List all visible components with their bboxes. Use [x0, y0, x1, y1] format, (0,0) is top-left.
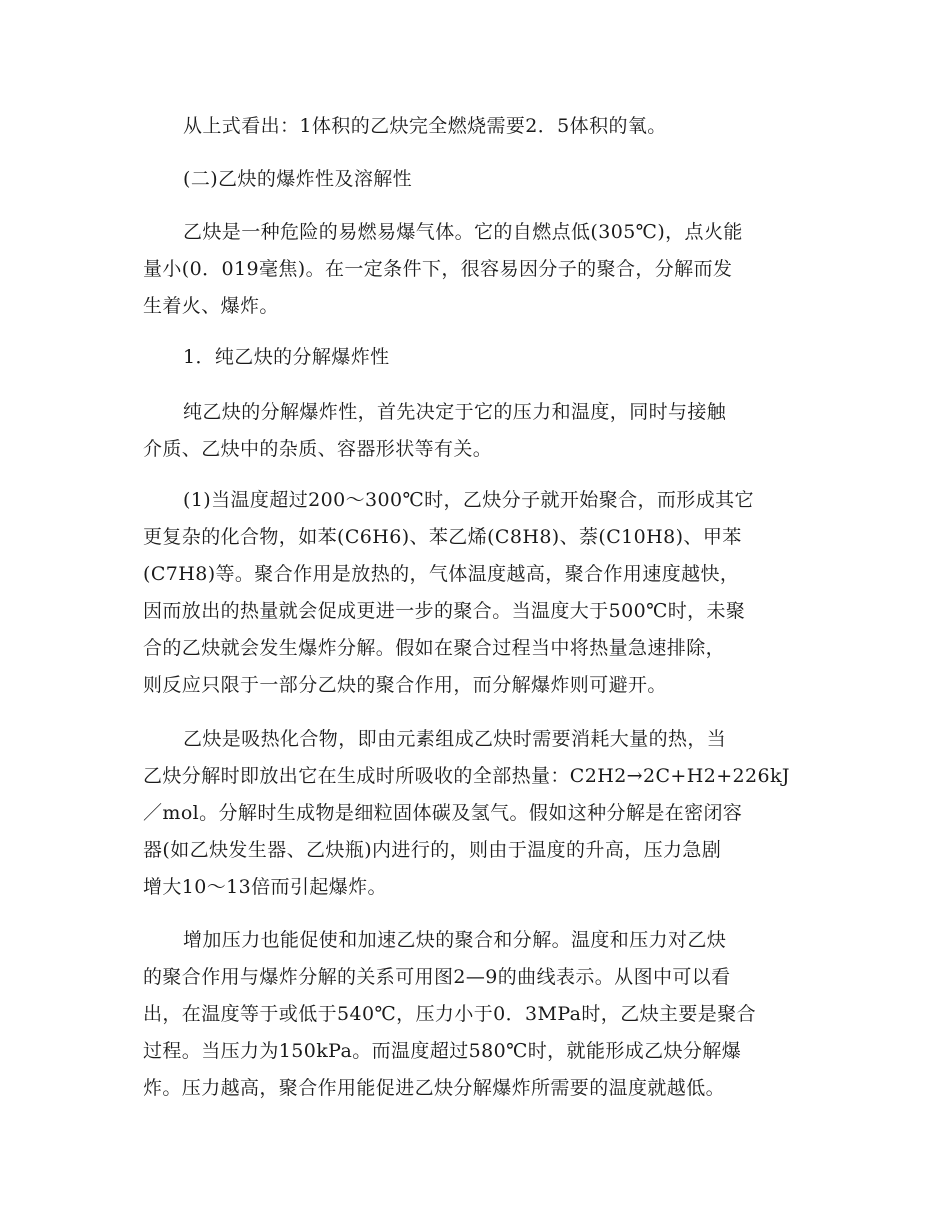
paragraph-line: 合的乙炔就会发生爆炸分解。假如在聚合过程当中将热量急速排除，: [143, 637, 726, 659]
paragraph-line: 从上式看出：1体积的乙炔完全燃烧需要2．5体积的氧。: [183, 115, 667, 137]
paragraph-hazard: [143, 214, 811, 325]
paragraph-line: 炸。压力越高，聚合作用能促进乙炔分解爆炸所需要的温度就越低。: [143, 1077, 726, 1099]
paragraph-conclusion: [143, 108, 811, 145]
paragraph-line: 纯乙炔的分解爆炸性，首先决定于它的压力和温度，同时与接触: [183, 401, 727, 423]
paragraph-line: ／mol。分解时生成物是细粒固体碳及氢气。假如这种分解是在密闭容: [143, 802, 743, 824]
paragraph-line: 介质、乙炔中的杂质、容器形状等有关。: [143, 438, 493, 460]
section-heading-explosiveness: [143, 161, 811, 198]
paragraph-line: 过程。当压力为150kPa。而温度超过580℃时，就能形成乙炔分解爆: [143, 1040, 742, 1062]
paragraph-line: 因而放出的热量就会促成更进一步的聚合。当温度大于500℃时，未聚: [143, 600, 746, 622]
heading-line: 1．纯乙炔的分解爆炸性: [183, 346, 390, 368]
paragraph-line: 器(如乙炔发生器、乙炔瓶)内进行的，则由于温度的升高，压力急剧: [143, 839, 722, 861]
paragraph-line: 乙炔是一种危险的易燃易爆气体。它的自燃点低(305℃)，点火能: [183, 221, 743, 243]
paragraph-factors: [143, 394, 811, 468]
paragraph-line: 乙炔是吸热化合物，即由元素组成乙炔时需要消耗大量的热，当: [183, 728, 727, 750]
paragraph-line: 生着火、爆炸。: [143, 295, 279, 317]
paragraph-line: 乙炔分解时即放出它在生成时所吸收的全部热量：C2H2→2C+H2+226kJ: [143, 765, 790, 787]
paragraph-line: 增加压力也能促使和加速乙炔的聚合和分解。温度和压力对乙炔: [183, 929, 727, 951]
paragraph-line: 增大10～13倍而引起爆炸。: [143, 876, 387, 898]
paragraph-polymerization: [143, 482, 811, 704]
paragraph-endothermic: [143, 721, 811, 906]
paragraph-pressure: [143, 922, 811, 1107]
subsection-heading-pure-acetylene: [143, 339, 811, 376]
paragraph-line: (1)当温度超过200～300℃时，乙炔分子就开始聚合，而形成其它: [183, 489, 754, 511]
paragraph-line: 更复杂的化合物，如苯(C6H6)、苯乙烯(C8H8)、萘(C10H8)、甲苯: [143, 526, 742, 548]
paragraph-line: (C7H8)等。聚合作用是放热的，气体温度越高，聚合作用速度越快，: [143, 563, 740, 585]
paragraph-line: 出，在温度等于或低于540℃，压力小于0．3MPa时，乙炔主要是聚合: [143, 1003, 757, 1025]
heading-line: (二)乙炔的爆炸性及溶解性: [183, 168, 413, 190]
paragraph-line: 量小(0．019毫焦)。在一定条件下，很容易因分子的聚合，分解而发: [143, 258, 733, 280]
paragraph-line: 的聚合作用与爆炸分解的关系可用图2—9的曲线表示。从图中可以看: [143, 966, 731, 988]
paragraph-line: 则反应只限于一部分乙炔的聚合作用，而分解爆炸则可避开。: [143, 674, 667, 696]
